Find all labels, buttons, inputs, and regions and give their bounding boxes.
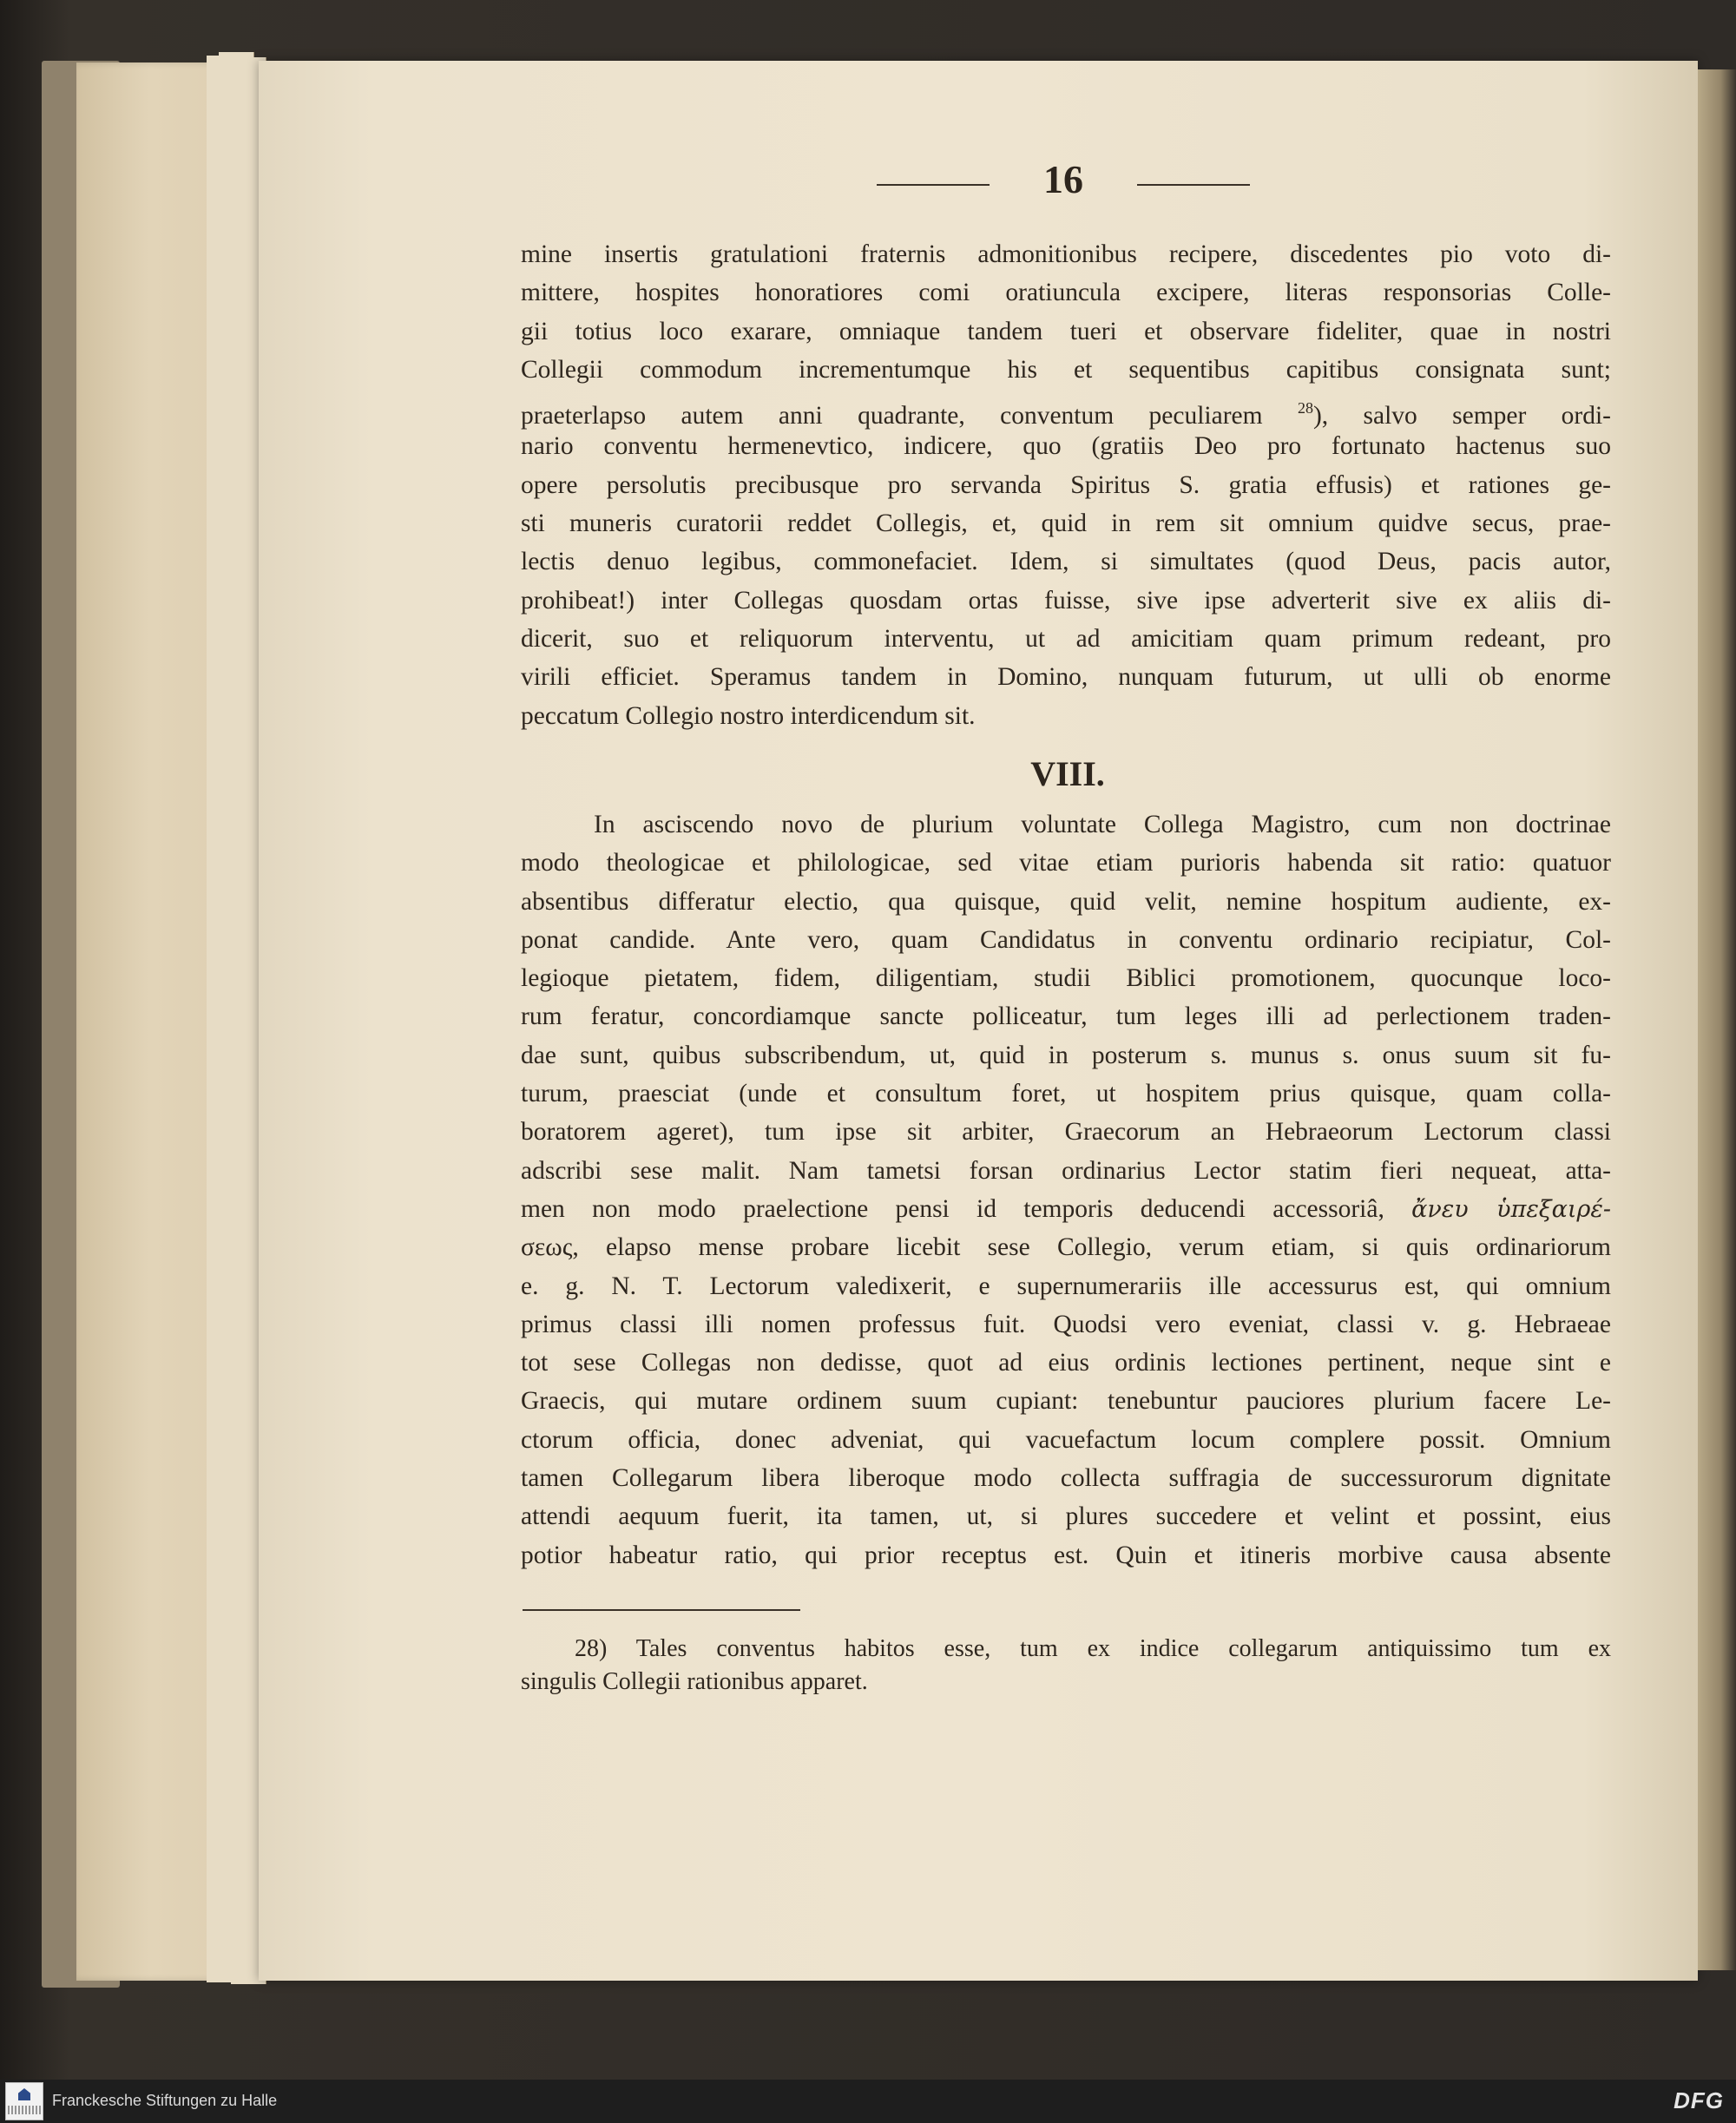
text-line: σεως, elapso mense probare licebit sese Collegio, verum etiam, si quis ordinariorum xyxy=(521,1233,1611,1262)
text-line: mittere, hospites honoratiores comi oratiuncula excipere, literas responsorias Colle- xyxy=(521,279,1611,307)
paragraph-section-viii xyxy=(521,805,1611,1574)
text-line: gii totius loco exarare, omniaque tandem tueri et observare fideliter, quae in nostri xyxy=(521,317,1611,345)
dfg-logo[interactable]: DFG xyxy=(1674,2087,1724,2113)
text-line: peccatum Collegio nostro interdicendum sit. xyxy=(521,701,976,730)
text-line: rum feratur, concordiamque sancte polliceatur, tum leges illi ad perlectionem traden- xyxy=(521,1002,1611,1031)
text-line: dicerit, suo et reliquorum interventu, ut ad amicitiam quam primum redeant, pro xyxy=(521,624,1611,653)
text-line: nario conventu hermenevtico, indicere, quo (gratiis Deo pro fortunato hactenus suo xyxy=(521,432,1611,461)
footnote-line: singulis Collegii rationibus apparet. xyxy=(521,1668,868,1695)
text-fragment: praeterlapso autem anni quadrante, conventum peculiarem xyxy=(521,402,1263,431)
text-fragment: ), salvo semper ordi- xyxy=(1312,402,1611,431)
text-line: turum, praesciat (unde et consultum foret, ut hospitem prius quisque, quam colla- xyxy=(521,1080,1611,1108)
page-right-edge xyxy=(1698,69,1736,1970)
text-line: primus classi illi nomen professus fuit. Quodsi vero eveniat, classi v. g. Hebraeae xyxy=(521,1310,1611,1338)
header-rule-right xyxy=(1137,184,1250,186)
text-line xyxy=(521,389,1611,431)
text-line xyxy=(521,1190,1611,1228)
text-line: tamen Collegarum libera liberoque modo collecta suffragia de successurorum dignitate xyxy=(521,1464,1611,1493)
viewer-footer-bar xyxy=(0,2080,1736,2123)
text-line: potior habeatur ratio, qui prior receptus est. Quin et itineris morbive causa absente xyxy=(521,1541,1611,1569)
text-line: In asciscendo novo de plurium voluntate Collega Magistro, cum non doctrinae xyxy=(594,811,1611,838)
institution-logo-icon[interactable] xyxy=(5,2082,43,2120)
text-line: virili efficiet. Speramus tandem in Domino, nunquam futurum, ut ulli ob enorme xyxy=(521,663,1611,692)
text-line: Graecis, qui mutare ordinem suum cupiant: tenebuntur pauciores plurium facere Le- xyxy=(521,1387,1611,1416)
footnote-line: 28) Tales conventus habitos esse, tum ex indice collegarum antiquissimo tum ex xyxy=(575,1635,1611,1662)
greek-phrase: ἄνευ ὑπεξαιρέ- xyxy=(1411,1195,1611,1223)
text-line: ctorum officia, donec adveniat, qui vacuefactum locum complere possit. Omnium xyxy=(521,1425,1611,1454)
text-line: sti muneris curatorii reddet Collegis, et, quid in rem sit omnium quidve secus, prae- xyxy=(521,509,1611,538)
section-heading: VIII. xyxy=(1030,754,1105,793)
text-line: opere persolutis precibusque pro servanda Spiritus S. gratia effusis) et rationes ge- xyxy=(521,470,1611,499)
text-line: absentibus differatur electio, qua quisque, quid velit, nemine hospitum audiente, ex- xyxy=(521,887,1611,916)
text-line: Collegii commodum incrementumque his et sequentibus capitibus consignata sunt; xyxy=(521,355,1611,384)
text-line: legioque pietatem, fidem, diligentiam, studii Biblici promotionem, quocunque loco- xyxy=(521,964,1611,993)
text-line: prohibeat!) inter Collegas quosdam ortas fuisse, sive ipse adverterit sive ex aliis di- xyxy=(521,586,1611,615)
text-line: e. g. N. T. Lectorum valedixerit, e supernumerariis ille accessurus est, qui omnium xyxy=(521,1272,1611,1300)
paragraph-continuation xyxy=(521,235,1611,735)
text-line: attendi aequum fuerit, ita tamen, ut, si plures succedere et velint et possint, eius xyxy=(521,1502,1611,1531)
text-line: dae sunt, quibus subscribendum, ut, quid in posterum s. munus s. onus suum sit fu- xyxy=(521,1041,1611,1069)
text-line: adscribi sese malit. Nam tametsi forsan ordinarius Lector statim fieri nequeat, atta- xyxy=(521,1156,1611,1185)
text-line: lectis denuo legibus, commonefaciet. Idem, si simultates (quod Deus, pacis autor, xyxy=(521,548,1611,576)
footnote xyxy=(521,1633,1611,1699)
page-number: 16 xyxy=(1043,157,1083,201)
page-header xyxy=(877,156,1250,208)
institution-logo-text xyxy=(8,2106,41,2114)
header-rule-left xyxy=(877,184,990,186)
text-line: tot sese Collegas non dedisse, quot ad eius ordinis lectiones pertinent, neque sint e xyxy=(521,1349,1611,1377)
text-line: modo theologicae et philologicae, sed vitae etiam purioris habenda sit ratio: quatuor xyxy=(521,849,1611,877)
text-line: boratorem ageret), tum ipse sit arbiter, Graecorum an Hebraeorum Lectorum classi xyxy=(521,1118,1611,1147)
text-fragment: men non modo praelectione pensi id temporis deducendi accessoriâ, xyxy=(521,1194,1384,1223)
text-line: ponat candide. Ante vero, quam Candidatus in conventu ordinario recipiatur, Col- xyxy=(521,925,1611,954)
text-line: mine insertis gratulationi fraternis admonitionibus recipere, discedentes pio voto di- xyxy=(521,240,1611,268)
institution-emblem-icon xyxy=(18,2088,30,2100)
footnote-reference: 28 xyxy=(1297,399,1313,417)
footnote-separator xyxy=(523,1609,800,1611)
institution-name[interactable]: Franckesche Stiftungen zu Halle xyxy=(52,2092,278,2109)
